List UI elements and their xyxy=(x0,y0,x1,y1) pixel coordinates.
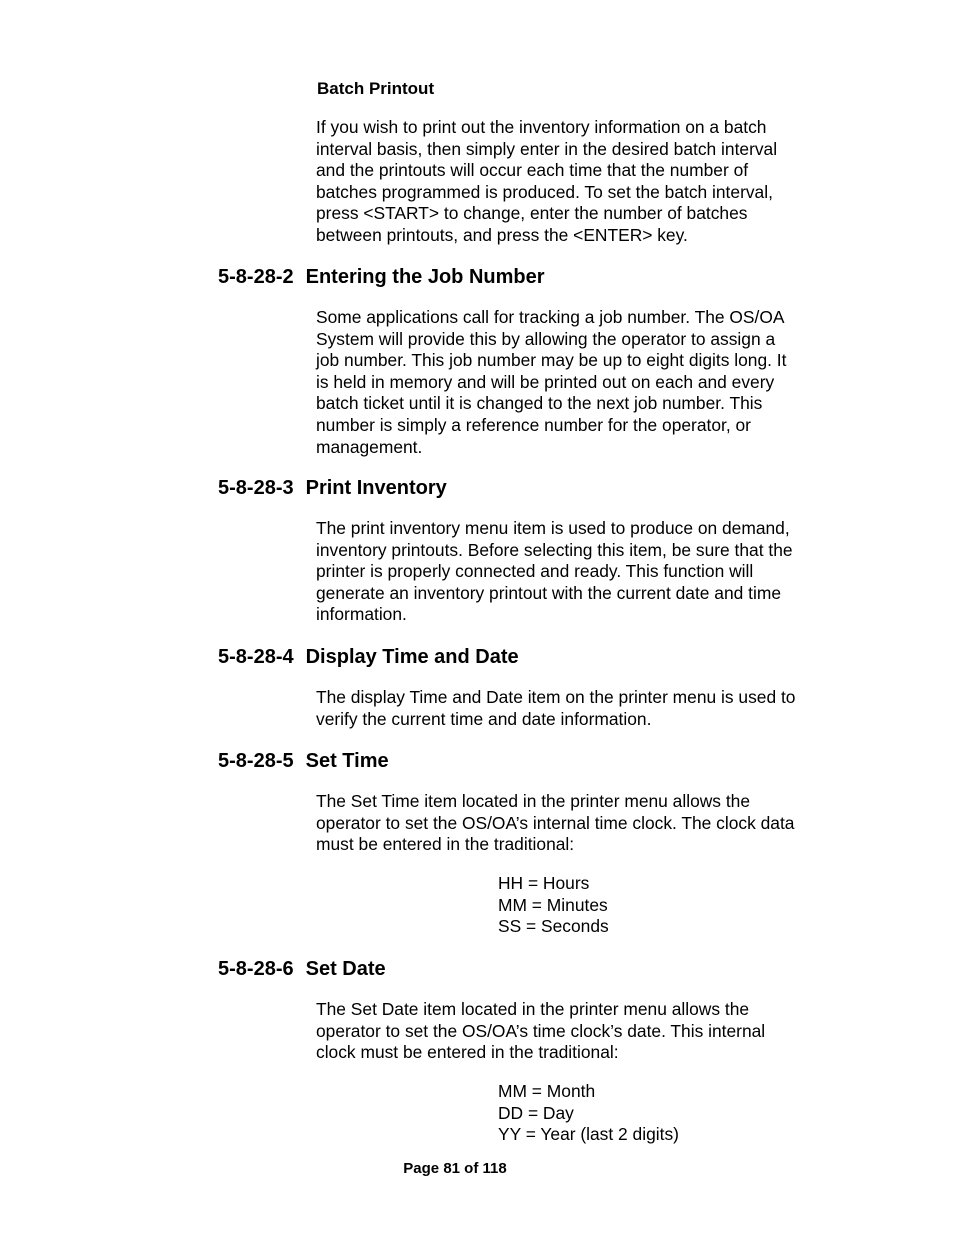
section-number: 5-8-28-2 xyxy=(218,266,294,288)
date-format-list xyxy=(498,1081,679,1146)
body-line: The display Time and Date item on the printer menu is used to xyxy=(316,687,796,707)
definition-item: HH = Hours xyxy=(498,873,590,893)
section-title: Entering the Job Number xyxy=(305,266,545,288)
section-number: 5-8-28-3 xyxy=(218,477,294,499)
definition-item: YY = Year (last 2 digits) xyxy=(498,1124,679,1145)
body-line: verify the current time and date information. xyxy=(316,708,652,729)
body-line: information. xyxy=(316,604,407,625)
batch-printout-body xyxy=(316,117,841,247)
body-line: batches programmed is produced. To set the batch interval, xyxy=(316,181,773,202)
section-heading-display-time-date xyxy=(218,645,519,669)
body-line: batch ticket until it is changed to the next job number. This xyxy=(316,393,763,414)
body-line: printer is properly connected and ready. This function will xyxy=(316,561,754,582)
section-title: Display Time and Date xyxy=(305,646,519,668)
batch-printout-title: Batch Printout xyxy=(317,79,435,98)
definition-item: MM = Minutes xyxy=(498,894,608,915)
body-line: number is simply a reference number for the operator, or xyxy=(316,414,751,435)
section-title: Set Date xyxy=(305,958,386,980)
section-body-job-number xyxy=(316,307,841,458)
section-body-set-time xyxy=(316,791,841,856)
section-heading-print-inventory xyxy=(218,476,447,500)
section-heading-job-number xyxy=(218,265,545,289)
body-line: If you wish to print out the inventory information on a batch xyxy=(316,117,767,137)
body-line: clock must be entered in the traditional: xyxy=(316,1042,619,1063)
body-line: between printouts, and press the <ENTER> key. xyxy=(316,224,688,245)
section-title: Print Inventory xyxy=(305,477,447,499)
body-line: The Set Date item located in the printer menu allows the xyxy=(316,999,750,1019)
body-line: The Set Time item located in the printer menu allows the xyxy=(316,791,751,811)
body-line: and the printouts will occur each time that the number of xyxy=(316,160,749,181)
body-line: System will provide this by allowing the operator to assign a xyxy=(316,328,776,349)
definition-item: SS = Seconds xyxy=(498,916,609,937)
body-line: is held in memory and will be printed out on each and every xyxy=(316,371,775,392)
section-title: Set Time xyxy=(305,750,389,772)
section-number: 5-8-28-4 xyxy=(218,646,294,668)
section-body-display-time-date xyxy=(316,687,841,730)
section-heading-set-date xyxy=(218,957,386,981)
body-line: press <START> to change, enter the number of batches xyxy=(316,203,748,224)
definition-item: DD = Day xyxy=(498,1102,574,1123)
body-line: The print inventory menu item is used to produce on demand, xyxy=(316,518,790,538)
body-line: management. xyxy=(316,436,423,457)
section-number: 5-8-28-5 xyxy=(218,750,294,772)
body-line: Some applications call for tracking a job number. The OS/OA xyxy=(316,307,785,327)
section-body-set-date xyxy=(316,999,841,1064)
body-line: operator to set the OS/OA’s internal time clock. The clock data xyxy=(316,812,795,833)
body-line: must be entered in the traditional: xyxy=(316,834,575,855)
section-heading-set-time xyxy=(218,749,389,773)
body-line: generate an inventory printout with the current date and time xyxy=(316,582,781,603)
body-line: job number. This job number may be up to eight digits long. It xyxy=(316,350,787,371)
section-number: 5-8-28-6 xyxy=(218,958,294,980)
definition-item: MM = Month xyxy=(498,1081,596,1101)
body-line: interval basis, then simply enter in the desired batch interval xyxy=(316,138,778,159)
body-line: inventory printouts. Before selecting this item, be sure that the xyxy=(316,539,793,560)
page-number: Page 81 of 118 xyxy=(403,1160,507,1177)
time-format-list xyxy=(498,873,609,938)
body-line: operator to set the OS/OA’s time clock’s date. This internal xyxy=(316,1020,766,1041)
section-body-print-inventory xyxy=(316,518,841,626)
